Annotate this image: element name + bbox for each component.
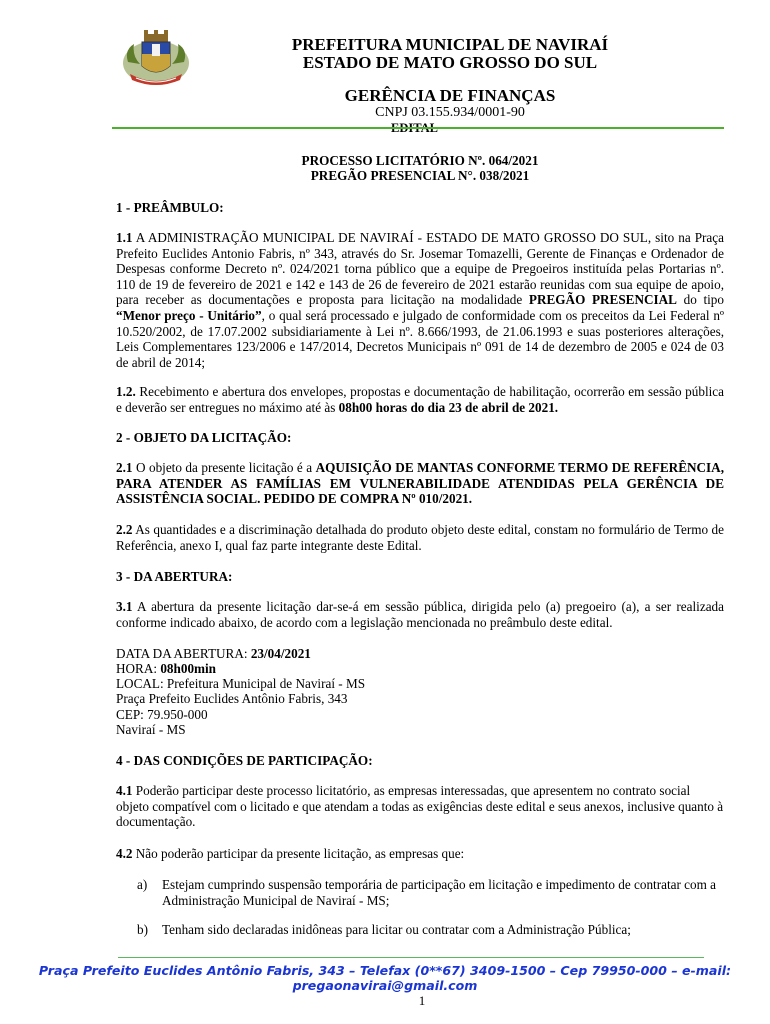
paragraph-2-1 <box>116 460 724 507</box>
paragraph-emphasis: “Menor preço - Unitário” <box>116 307 262 323</box>
header-department: GERÊNCIA DE FINANÇAS <box>344 86 556 105</box>
section-4-title: 4 - DAS CONDIÇÕES DE PARTICIPAÇÃO: <box>116 753 373 768</box>
opening-city: Naviraí - MS <box>116 722 186 737</box>
list-item-label: b) <box>137 922 148 937</box>
opening-location: LOCAL: Prefeitura Municipal de Naviraí - MS <box>116 676 366 691</box>
paragraph-number: 4.1 <box>116 783 133 798</box>
paragraph-text: A ADMINISTRAÇÃO MUNICIPAL DE NAVIRAÍ - ESTADO DE MATO GROSSO DO SUL, sito na Praça Prefeito Euclides Antonio Fabris, nº 343, através do Sr. Josemar Tomazelli, Gerente de Finanças e Ordenador de Despesas conforme Decreto nº. 024/2021 torna público que a equipe de Pregoeiros instituída pelas Portarias nº. 110 de 19 de fevereiro de 2021 e 142 e 143 de 26 de fevereiro de 2021 estarão reunidas com sua equipe de apoio, para receber as documentações e proposta para licitação na modalidade <box>116 230 724 308</box>
paragraph-emphasis: PREGÃO PRESENCIAL <box>528 292 677 308</box>
paragraph-text: A abertura da presente licitação dar-se-á em sessão pública, dirigida pelo (a) pregoeiro (a), a ser realizada conforme indicado abaixo, de acordo com a legislação mencionada no preâmbulo deste edital. <box>116 599 724 630</box>
paragraph-text: , o qual será processado e julgado de conformidade com os preceitos da Lei Federal nº 10.520/2002, de 17.07.2002 subsidiariamente à Lei nº. 8.666/1993, de 21.06.1993 e suas posteriores alterações, Leis Complementares 123/2006 e 147/2014, Decretos Municipais nº 091 de 14 de dezembro de 2005 e 024 de 03 de abril de 2014; <box>116 307 725 370</box>
municipal-coat-of-arms-icon <box>120 28 192 90</box>
section-3-title: 3 - DA ABERTURA: <box>116 569 233 584</box>
paragraph-emphasis: AQUISIÇÃO DE MANTAS CONFORME TERMO DE REFERÊNCIA, PARA ATENDER AS FAMÍLIAS EM VULNERABILIDADE ATENDIDAS PELA GERÊNCIA DE ASSISTÊNCIA SOCIAL. PEDIDO DE COMPRA Nº 010/2021. <box>116 460 724 507</box>
header-municipality: PREFEITURA MUNICIPAL DE NAVIRAÍ <box>291 35 609 54</box>
processo-number: PROCESSO LICITATÓRIO Nº. 064/2021 <box>301 153 539 168</box>
opening-address: Praça Prefeito Euclides Antônio Fabris, 343 <box>116 691 348 706</box>
footer-email: pregaonavirai@gmail.com <box>292 977 478 993</box>
opening-date-label: DATA DA ABERTURA: <box>116 646 251 661</box>
list-item: Tenham sido declaradas inidôneas para licitar ou contratar com a Administração Pública; <box>162 922 631 937</box>
opening-cep: CEP: 79.950-000 <box>116 707 208 722</box>
opening-time-label: HORA: <box>116 661 161 676</box>
opening-date-value: 23/04/2021 <box>250 646 311 661</box>
paragraph-number: 1.1 <box>116 230 133 245</box>
paragraph-1-2 <box>116 384 724 415</box>
opening-time-value: 08h00min <box>160 661 217 676</box>
paragraph-4-1 <box>116 783 724 830</box>
paragraph-text: do tipo <box>676 292 724 308</box>
paragraph-text: O objeto da presente licitação é a <box>132 460 316 475</box>
opening-time <box>116 661 724 677</box>
list-item: Estejam cumprindo suspensão temporária de participação em licitação e impedimento de contratar com a Administração Municipal de Naviraí - MS; <box>162 877 717 908</box>
paragraph-number: 1.2. <box>116 384 136 399</box>
paragraph-1-1 <box>116 230 724 370</box>
list-item-label: a) <box>137 877 148 892</box>
pregao-number: PREGÃO PRESENCIAL N°. 038/2021 <box>310 168 530 183</box>
paragraph-text: Não poderão participar da presente licitação, as empresas que: <box>132 846 465 861</box>
header-divider <box>112 127 724 129</box>
section-2-title: 2 - OBJETO DA LICITAÇÃO: <box>116 430 292 445</box>
page-number: 1 <box>418 993 426 1008</box>
paragraph-4-2 <box>116 846 724 862</box>
paragraph-number: 3.1 <box>116 599 133 614</box>
footer-address-line: Praça Prefeito Euclides Antônio Fabris, 343 – Telefax (0**67) 3409-1500 – Cep 79950-000 – e-mail: <box>38 963 732 978</box>
paragraph-number: 2.2 <box>116 522 133 537</box>
header-cnpj: CNPJ 03.155.934/0001-90 <box>375 105 525 120</box>
paragraph-number: 4.2 <box>116 846 133 861</box>
paragraph-text: As quantidades e a discriminação detalhada do produto objeto deste edital, constam no formulário de Termo de Referência, anexo I, qual faz parte integrante deste Edital. <box>116 522 724 553</box>
opening-date <box>116 646 724 662</box>
paragraph-2-2 <box>116 522 724 553</box>
paragraph-3-1 <box>116 599 724 630</box>
paragraph-text: Recebimento e abertura dos envelopes, propostas e documentação de habilitação, ocorrerão em sessão pública e deverão ser entregues no máximo até às <box>116 384 724 415</box>
footer-divider <box>118 957 704 958</box>
paragraph-emphasis: 08h00 horas do dia 23 de abril de 2021. <box>338 399 559 415</box>
section-1-title: 1 - PREÂMBULO: <box>116 200 224 215</box>
header-state: ESTADO DE MATO GROSSO DO SUL <box>302 53 598 72</box>
paragraph-number: 2.1 <box>116 460 133 475</box>
paragraph-text: Poderão participar deste processo licitatório, as empresas interessadas, que apresentem no contrato social objeto compatível com o licitado e que atendam a todas as exigências deste edital e seus anexos, inclusive quanto à documentação. <box>116 783 724 830</box>
footer-address <box>20 964 750 993</box>
